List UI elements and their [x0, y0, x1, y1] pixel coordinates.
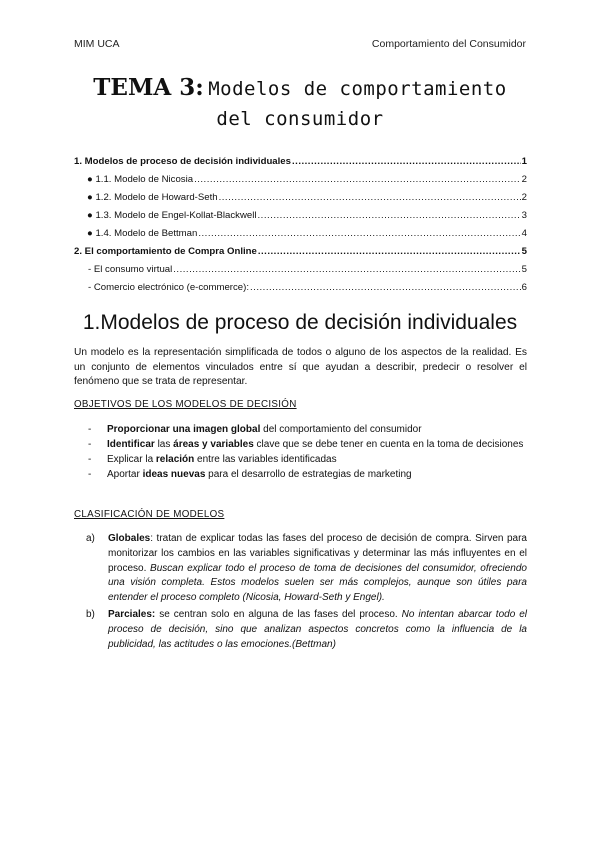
- title-tema: TEMA 3:: [93, 74, 204, 101]
- toc-entry-text: ● 1.3. Modelo de Engel-Kollat-Blackwell: [87, 210, 257, 221]
- toc-entry-text: - Comercio electrónico (e-commerce):: [88, 282, 249, 293]
- document-title: [74, 74, 526, 135]
- list-item: - Aportar ideas nuevas para el desarrollo de estrategias de marketing: [88, 469, 412, 480]
- toc-entry[interactable]: [74, 279, 527, 297]
- classification-heading: CLASIFICACIÓN DE MODELOS: [74, 509, 225, 520]
- objectives-heading: OBJETIVOS DE LOS MODELOS DE DECISIÓN: [74, 399, 297, 410]
- toc-entry[interactable]: [74, 189, 527, 207]
- list-item: a) Globales: tratan de explicar todas las fases del proceso de decisión de compra. Sirven para monitorizar los cambios en las variables significativas y determinar las más influyentes en el proceso. Buscan explicar todo el proceso de toma de decisiones del consumidor, ofreciendo una visión completa. Estos modelos suelen ser más complejos, aunque son útiles para entender el proceso completo (Nicosia, Howard-Seth y Engel).: [86, 533, 527, 604]
- title-line1: Modelos de comportamiento: [208, 78, 507, 100]
- toc-entry-text: ● 1.2. Modelo de Howard-Seth: [87, 192, 218, 203]
- toc-entry-text: 2. El comportamiento de Compra Online: [74, 246, 257, 257]
- toc-entry[interactable]: [74, 261, 527, 279]
- toc-entry-page: 5: [521, 246, 527, 257]
- classification-list: [86, 532, 527, 654]
- header-left: MIM UCA: [74, 38, 120, 50]
- title-line2: del consumidor: [216, 108, 384, 130]
- section-heading: 1.Modelos de proceso de decisión individuales: [82, 311, 518, 334]
- toc-entry-page: 3: [521, 210, 527, 221]
- toc-entry[interactable]: [74, 207, 527, 225]
- list-item: - Proporcionar una imagen global del comportamiento del consumidor: [88, 424, 422, 435]
- toc-entry-page: 2: [521, 192, 527, 203]
- table-of-contents: [74, 153, 527, 297]
- toc-entry[interactable]: [74, 243, 527, 261]
- toc-entry[interactable]: [74, 153, 527, 171]
- list-item: - Identificar las áreas y variables clave que se debe tener en cuenta en la toma de decisiones: [88, 439, 524, 450]
- toc-entry-page: 2: [521, 174, 527, 185]
- intro-paragraph: Un modelo es la representación simplificada de todos o alguno de los aspectos de la realidad. Es un conjunto de elementos vinculados entre sí que ayudan a describir, predecir o resolver el fenómeno que se trata de representar.: [74, 347, 527, 387]
- toc-entry-text: ● 1.4. Modelo de Bettman: [87, 228, 198, 239]
- toc-entry-page: 1: [521, 156, 527, 167]
- toc-entry[interactable]: [74, 225, 527, 243]
- list-item: - Explicar la relación entre las variables identificadas: [88, 454, 337, 465]
- toc-entry-text: 1. Modelos de proceso de decisión individuales: [74, 156, 291, 167]
- list-item: b) Parciales: se centran solo en alguna de las fases del proceso. No intentan abarcar todo el proceso de decisión, sino que analizan aspectos concretos como la influencia de la publicidad, las actitudes o las emociones.(Bettman): [86, 608, 528, 650]
- toc-entry[interactable]: [74, 171, 527, 189]
- header-right: Comportamiento del Consumidor: [371, 38, 526, 50]
- objectives-list: [88, 422, 527, 482]
- toc-entry-text: - El consumo virtual: [88, 264, 173, 275]
- toc-entry-text: ● 1.1. Modelo de Nicosia: [87, 174, 194, 185]
- toc-entry-page: 6: [521, 282, 527, 293]
- toc-entry-page: 5: [521, 264, 527, 275]
- toc-entry-page: 4: [521, 228, 527, 239]
